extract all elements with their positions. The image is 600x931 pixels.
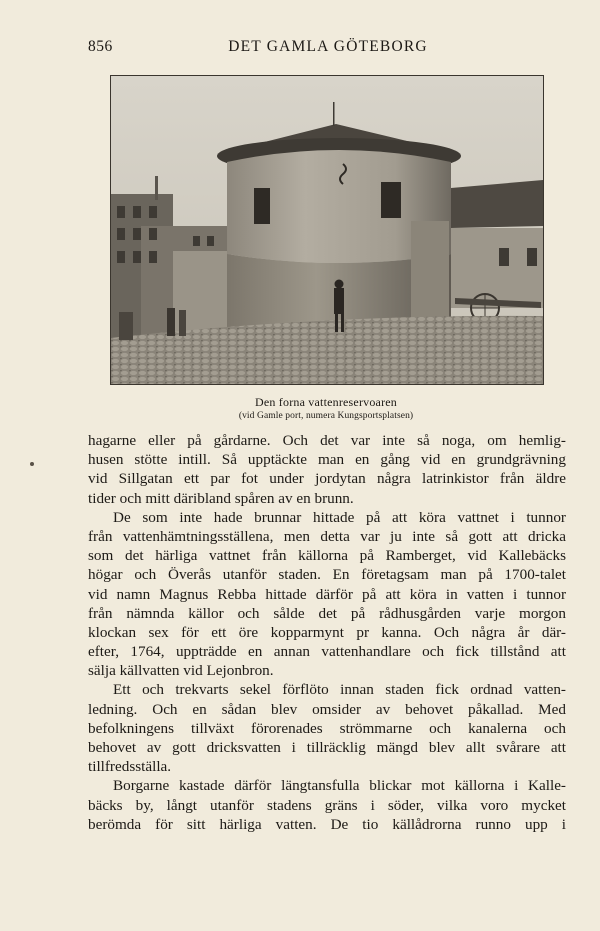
text-line: husen stötte intill. Så upptäckte man en gång vid en grundgrävning — [88, 451, 566, 469]
paragraph — [88, 680, 566, 776]
text-line: hagarne eller på gårdarne. Och det var inte så noga, om hemlig- — [88, 432, 566, 449]
page-number: 856 — [88, 38, 113, 55]
text-line: befolkningens tillväxt förorenades strömmarne och kanalerna och — [88, 719, 566, 737]
text-line: vid namn Magnus Rebba hittade därför på att köra in vatten i tunnor — [88, 585, 566, 603]
text-line: högar och Överås utanför staden. En företagsam man på 1700-talet — [88, 566, 566, 584]
text-line: Borgarne kastade därför längtansfulla blickar mot källorna i Kalle- — [113, 777, 566, 795]
margin-speck — [30, 462, 34, 466]
text-line: behovet av gott dricksvatten i tillräcklig mängd blev allt svårare att — [88, 739, 566, 756]
text-line: tider och mitt däribland spåren av en brunn. — [88, 489, 354, 507]
text-line: tillfredsställa. — [88, 758, 172, 776]
paragraph — [88, 776, 566, 834]
text-line: ledning. Och en sådan blev omsider av behovet påkallad. Med — [88, 700, 566, 718]
text-line: efter, 1764, uppträdde en annan vattenhandlare och fick tillstånd att — [88, 643, 566, 661]
text-line: från nämnda källor och sålde det på rådhusgården varje morgon — [88, 604, 566, 622]
page-header — [88, 38, 568, 60]
paragraph — [88, 508, 566, 681]
text-line: som det härliga vattnet från källorna på Ramberget, vid Kallebäcks — [88, 547, 566, 565]
running-title: DET GAMLA GÖTEBORG — [228, 38, 428, 55]
figure-subcaption: (vid Gamle port, numera Kungsportsplatsen) — [238, 411, 414, 421]
body-text — [88, 431, 566, 834]
figure-caption: Den forna vattenreservoaren — [255, 395, 397, 409]
text-line: De som inte hade brunnar hittade på att köra vattnet i tunnor — [113, 508, 566, 526]
photo-water-reservoir — [110, 75, 544, 385]
text-line: Ett och trekvarts sekel förflöto innan staden fick ordnad vatten- — [113, 681, 566, 699]
text-line: från vattenhämtningsställena, men detta var ju inte så gott att dricka — [88, 527, 566, 545]
text-line: sälja källvatten vid Lejonbron. — [88, 662, 274, 680]
text-line: bäcks by, långt utanför stadens gräns i söder, vilka voro mycket — [88, 796, 566, 814]
text-line: berömda för sitt härliga vatten. De tio källådrorna runno upp i — [88, 815, 566, 833]
text-line: klockan sex för ett öre kopparmynt pr kanna. Och några år där- — [88, 623, 566, 641]
text-line: vid Sillgatan ett par fot under jordytan några latrinkistor från äldre — [88, 470, 566, 488]
paragraph — [88, 431, 566, 508]
